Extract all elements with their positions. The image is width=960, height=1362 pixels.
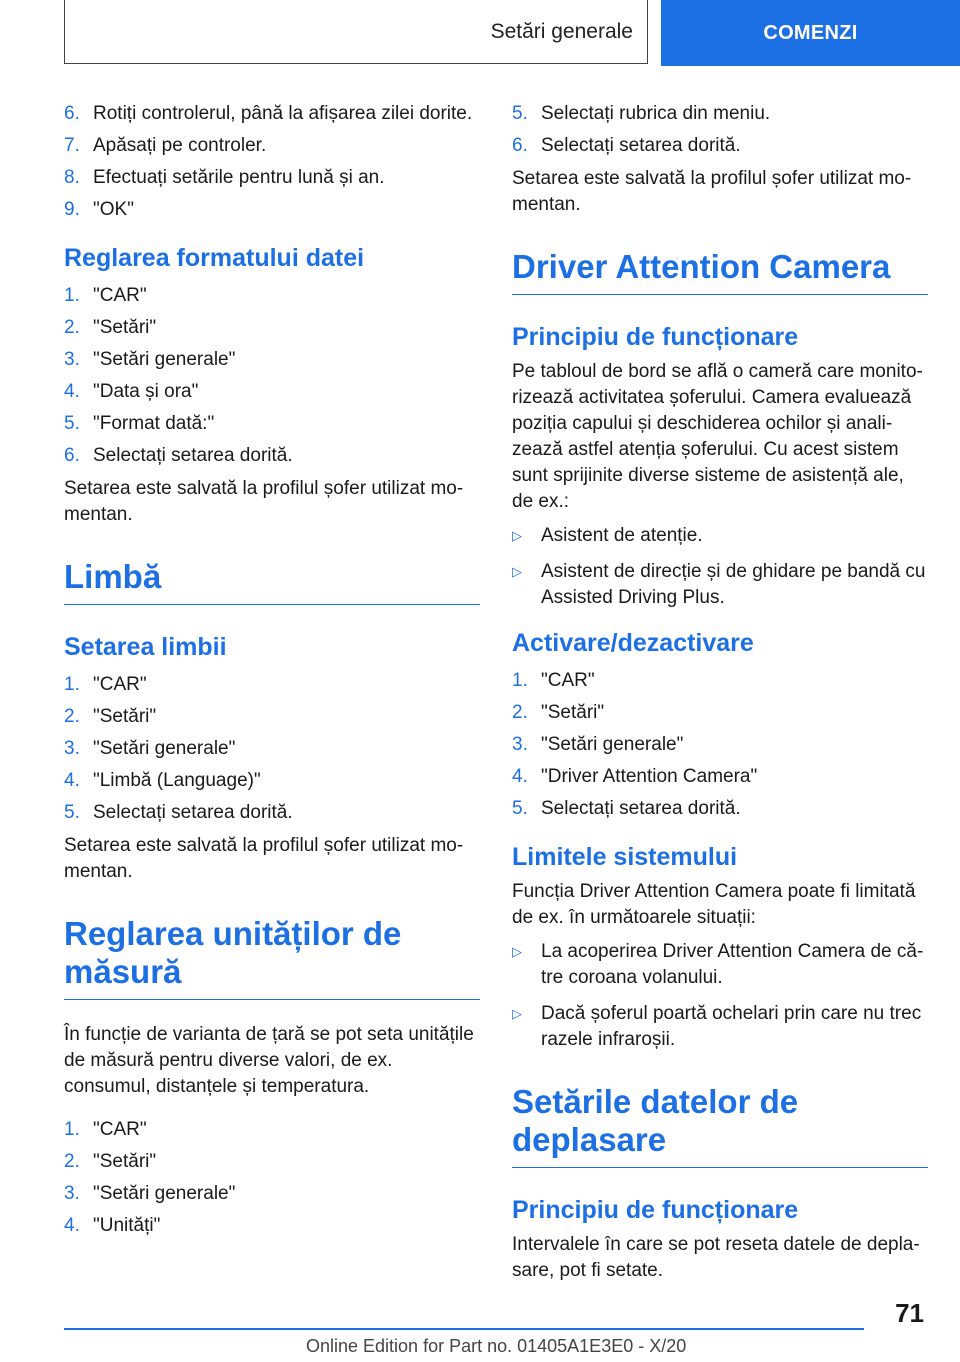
principle-text: Pe tabloul de bord se află o cameră care monito-rizează activitatea șoferului. Camera evaluează poziția capului și deschiderea ochilor și anali-zează astfel atenția șoferului. Cu acest sistem sunt sprijinite diverse sisteme de asistență ale, de ex.:: [512, 361, 923, 512]
header-section-box: [64, 0, 648, 64]
section-title-date-format: Reglarea formatului datei: [64, 244, 365, 272]
list-item: 3. "Setări generale": [64, 1183, 236, 1204]
list-item: ▷ Asistent de atenție.: [512, 523, 928, 549]
list-item: 4. "Driver Attention Camera": [512, 766, 758, 787]
limits-text: Funcția Driver Attention Camera poate fi limitată de ex. în următoarele situații:: [512, 881, 916, 928]
right-column: [512, 98, 928, 1292]
list-item: 9. "OK": [64, 199, 134, 220]
list-item: ▷ Dacă șoferul poartă ochelari prin care nu trec razele infraroșii.: [512, 1001, 928, 1053]
list-item: 1. "CAR": [64, 1119, 147, 1140]
section-title-language: Setarea limbii: [64, 633, 227, 661]
list-item: 6. Selectați setarea dorită.: [64, 445, 293, 466]
settings-note: Setarea este salvată la profilul șofer utilizat mo-mentan.: [512, 168, 912, 215]
list-item: 4. "Unități": [64, 1215, 161, 1236]
list-item: ▷ Asistent de direcție și de ghidare pe bandă cu Assisted Driving Plus.: [512, 559, 928, 611]
list-item: 3. "Setări generale": [64, 738, 236, 759]
list-item: ▷ La acoperirea Driver Attention Camera de că-tre coroana volanului.: [512, 939, 928, 991]
left-column: [64, 98, 480, 1242]
steps-list-date-format: [64, 280, 480, 472]
language-note: Setarea este salvată la profilul șofer utilizat mo-mentan.: [64, 835, 464, 882]
section-title-trip-principle: Principiu de funcționare: [512, 1196, 799, 1224]
trip-principle-text: Intervalele în care se pot reseta datele de depla-sare, pot fi setate.: [512, 1234, 920, 1281]
steps-list-units: [64, 1114, 480, 1242]
list-item: 5. Selectați setarea dorită.: [64, 802, 293, 823]
section-title-principle: Principiu de funcționare: [512, 323, 799, 351]
list-item: 5. Selectați rubrica din meniu.: [512, 103, 771, 124]
triangle-bullet-icon: ▷: [512, 1006, 522, 1021]
triangle-bullet-icon: ▷: [512, 564, 522, 579]
triangle-bullet-icon: ▷: [512, 528, 522, 543]
list-item: 7. Apăsați pe controler.: [64, 135, 267, 156]
list-item: 2. "Setări": [64, 706, 157, 727]
list-item: 4. "Data și ora": [64, 381, 199, 402]
chapter-title-trip-data: Setările datelor de deplasare: [512, 1083, 928, 1168]
list-item: 2. "Setări": [64, 317, 157, 338]
list-item: 2. "Setări": [64, 1151, 157, 1172]
bullets-assist-systems: [512, 523, 928, 611]
list-item: 3. "Setări generale": [64, 349, 236, 370]
list-item: 8. Efectuați setările pentru lună și an.: [64, 167, 385, 188]
page-number: 71: [895, 1298, 924, 1328]
list-item: 3. "Setări generale": [512, 734, 684, 755]
footer-edition: Online Edition for Part no. 01405A1E3E0 - X/20: [306, 1336, 687, 1356]
list-item: 6. Rotiți controlerul, până la afișarea zilei dorite.: [64, 103, 473, 124]
chapter-title-units: Reglarea unităților de măsură: [64, 915, 480, 1000]
steps-list-continued: [512, 98, 928, 162]
list-item: 2. "Setări": [512, 702, 605, 723]
chapter-title-driver-attention-camera: Driver Attention Camera: [512, 248, 928, 295]
steps-list-language: [64, 669, 480, 829]
list-item: 6. Selectați setarea dorită.: [512, 135, 741, 156]
chapter-title-language: Limbă: [64, 558, 480, 605]
page-header: [0, 0, 960, 66]
list-item: 1. "CAR": [64, 674, 147, 695]
list-item: 4. "Limbă (Language)": [64, 770, 261, 791]
list-item: 1. "CAR": [512, 670, 595, 691]
list-item: 1. "CAR": [64, 285, 147, 306]
triangle-bullet-icon: ▷: [512, 944, 522, 959]
list-item: 5. "Format dată:": [64, 413, 215, 434]
bullets-limits: [512, 939, 928, 1053]
section-title-activation: Activare/dezactivare: [512, 629, 754, 657]
date-format-note: Setarea este salvată la profilul șofer utilizat mo-mentan.: [64, 478, 464, 525]
units-intro: În funcție de varianta de țară se pot seta unitățile de măsură pentru diverse valori, de ex. consumul, distanțele și temperatura.: [64, 1024, 474, 1097]
header-tab-comenzi[interactable]: COMENZI: [661, 0, 960, 66]
section-title-limits: Limitele sistemului: [512, 843, 738, 871]
steps-list-activation: [512, 665, 928, 825]
header-section-title: Setări generale: [490, 19, 633, 43]
footer-divider: [64, 1328, 864, 1330]
steps-list-date-continued: [64, 98, 480, 226]
list-item: 5. Selectați setarea dorită.: [512, 798, 741, 819]
